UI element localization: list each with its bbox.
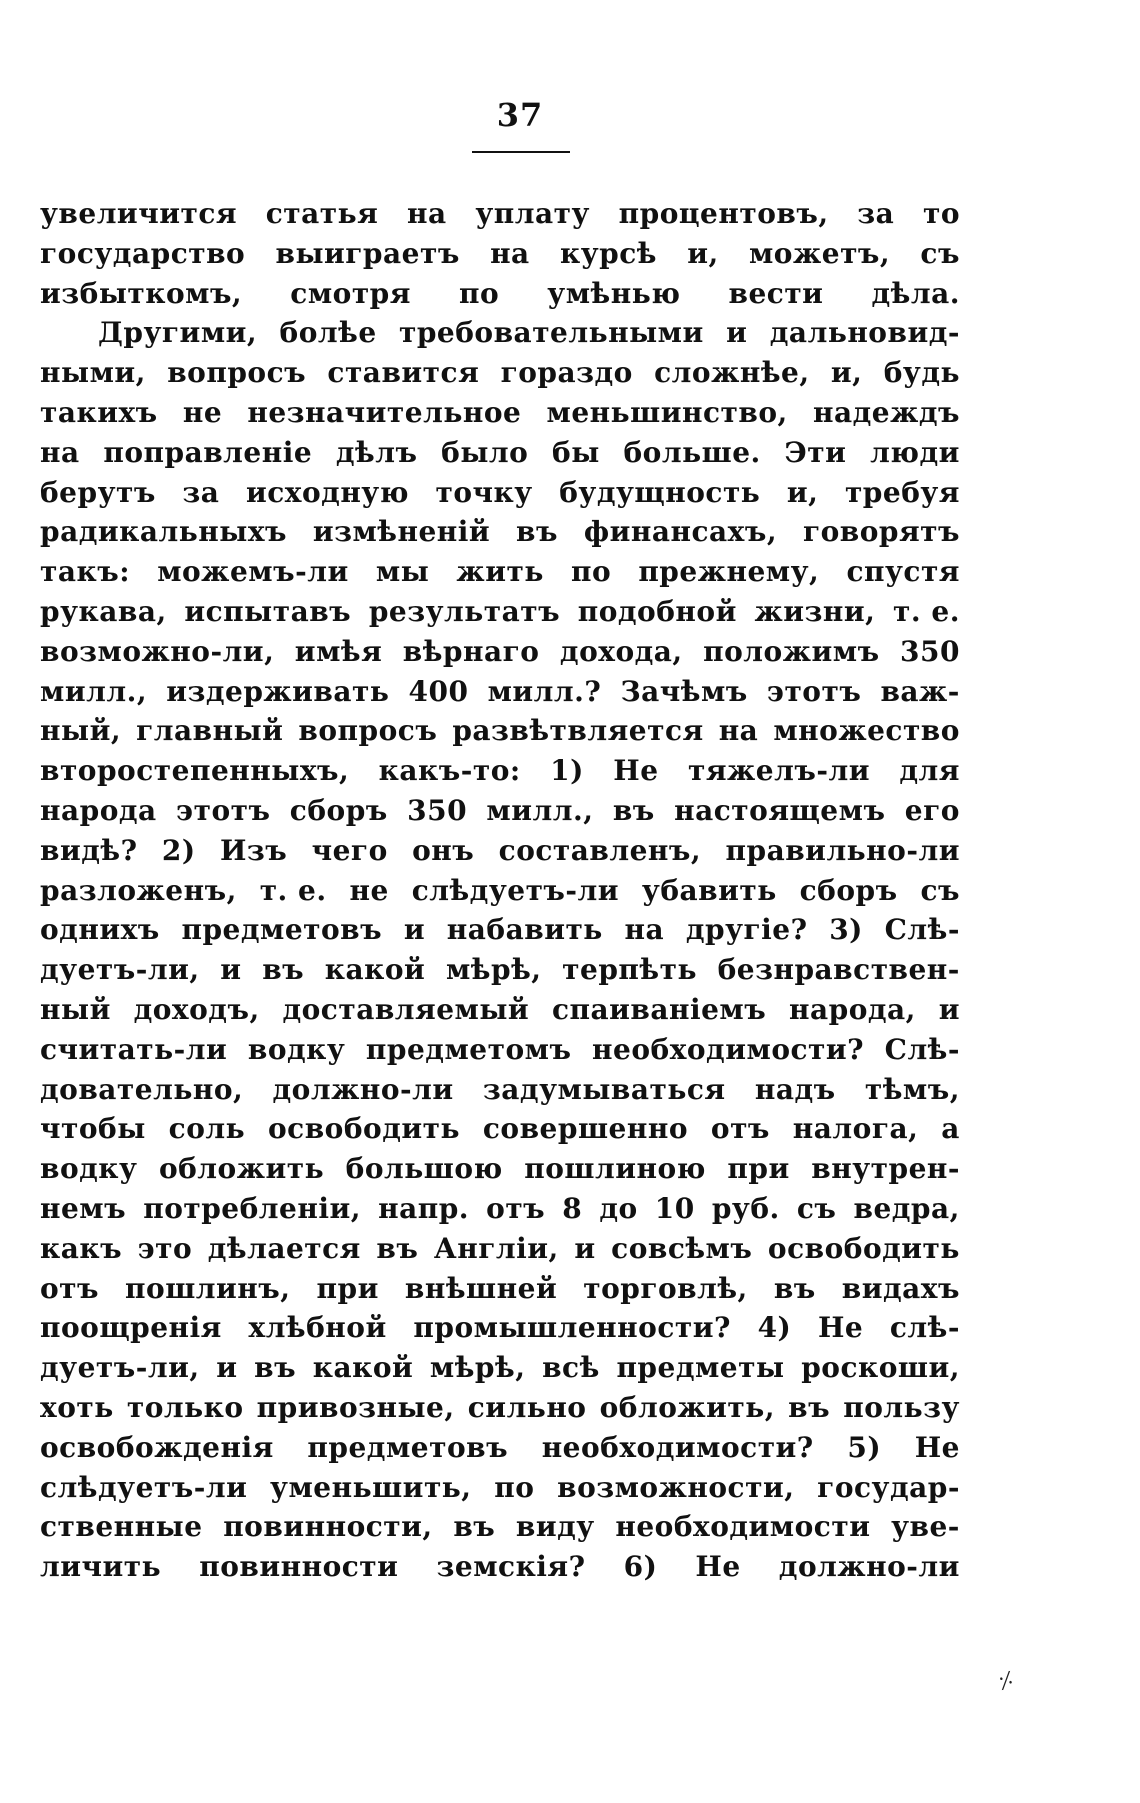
word: безнравствен-	[717, 953, 960, 987]
word: видѣ?	[40, 833, 138, 867]
word: ный	[40, 992, 111, 1026]
word: 400	[408, 674, 469, 708]
word: внѣшней	[404, 1271, 558, 1305]
word: и,	[830, 356, 863, 390]
text-line	[40, 237, 960, 277]
text-line	[40, 1152, 960, 1192]
word: ственные	[40, 1510, 203, 1544]
word: ведра,	[853, 1191, 960, 1225]
word: это	[137, 1231, 193, 1265]
word: его	[904, 793, 960, 827]
word: имѣя	[294, 634, 383, 668]
word: требовательными	[399, 316, 704, 350]
word: въ	[788, 1390, 831, 1424]
word: 5)	[847, 1430, 882, 1464]
word: сильно	[467, 1390, 587, 1424]
word: спустя	[846, 555, 960, 589]
word: внутрен-	[811, 1152, 960, 1186]
word: повинности	[199, 1550, 399, 1584]
word: при	[316, 1271, 379, 1305]
word: издерживать	[166, 674, 390, 708]
word: Англіи,	[433, 1231, 559, 1265]
word: 3)	[829, 913, 863, 947]
text-line	[40, 794, 960, 834]
word: необходимости	[615, 1510, 871, 1544]
word: Не	[613, 754, 659, 788]
word: умѣнью	[547, 276, 681, 310]
word: дѣлается	[207, 1231, 361, 1265]
word: настоящемъ	[674, 793, 886, 827]
word: сборъ	[289, 793, 388, 827]
word: предметы	[616, 1351, 785, 1385]
word: т. е.	[259, 873, 327, 907]
word: процентовъ,	[618, 197, 829, 230]
word: предметомъ	[365, 1032, 572, 1066]
word: съ	[796, 1191, 837, 1225]
word: водку	[40, 1152, 138, 1186]
word: роскоши,	[801, 1351, 960, 1385]
word: промышленности?	[413, 1311, 731, 1345]
word: ный,	[40, 714, 122, 748]
word: для	[899, 754, 960, 788]
text-line	[40, 1471, 960, 1511]
word: отъ	[710, 1112, 770, 1146]
word: пошлинъ,	[125, 1271, 291, 1305]
word: а	[941, 1112, 960, 1146]
text-line	[40, 953, 960, 993]
word: не	[182, 395, 223, 429]
word: отъ	[40, 1271, 100, 1305]
word: измѣненій	[312, 515, 491, 549]
word: Не	[817, 1311, 864, 1345]
word: дѣла.	[871, 276, 960, 310]
word: какой	[324, 953, 426, 987]
word: набавить	[446, 913, 603, 947]
word: говорятъ	[802, 515, 960, 549]
word: убавить	[641, 873, 777, 907]
word: точку	[435, 475, 533, 509]
word: дуетъ-ли,	[40, 953, 200, 987]
word: то	[922, 197, 960, 230]
word: и	[726, 316, 748, 350]
word: гораздо	[500, 356, 633, 390]
text-line	[40, 1112, 960, 1152]
word: въ	[453, 1510, 496, 1544]
word: смотря	[290, 276, 411, 310]
word: этотъ	[176, 793, 271, 827]
word: должно-ли	[778, 1550, 960, 1584]
word: пошлиною	[524, 1152, 706, 1186]
word: руб.	[711, 1191, 780, 1225]
word: совершенно	[482, 1112, 689, 1146]
word: и	[220, 953, 242, 987]
word: прежнему,	[638, 555, 820, 589]
word: такихъ	[40, 395, 158, 429]
word: поправленіе	[103, 435, 313, 469]
word: какъ	[40, 1231, 123, 1265]
text-line	[40, 1510, 960, 1550]
word: съ	[920, 873, 960, 907]
word: въ	[254, 1351, 297, 1385]
word: обложить	[158, 1152, 325, 1186]
word: доходъ,	[133, 992, 260, 1026]
page-number: 37	[496, 96, 544, 134]
word: берутъ	[40, 475, 156, 509]
word: подобной	[577, 594, 737, 628]
word: курсѣ	[559, 236, 657, 270]
word: какъ-то:	[378, 754, 521, 788]
text-line	[40, 476, 960, 516]
word: торговлѣ,	[583, 1271, 748, 1305]
word: Изъ	[219, 833, 288, 867]
word: въ	[516, 515, 558, 549]
word: до	[599, 1191, 638, 1225]
word: мѣрѣ,	[429, 1351, 526, 1385]
word: выиграетъ	[275, 236, 460, 270]
word: по	[494, 1470, 535, 1504]
word: пользу	[843, 1390, 960, 1424]
word: за	[182, 475, 220, 509]
word: однихъ	[40, 913, 160, 947]
word: на	[407, 197, 447, 230]
word: дальновид-	[769, 316, 960, 350]
word: предметовъ	[181, 913, 383, 947]
text-line	[40, 1391, 960, 1431]
word: разложенъ,	[40, 873, 237, 907]
word: привозные,	[256, 1390, 455, 1424]
word: 4)	[757, 1311, 792, 1345]
word: 8	[562, 1191, 583, 1225]
word: болѣе	[279, 316, 377, 350]
word: потребленіи,	[143, 1191, 361, 1225]
word: 350	[900, 634, 960, 668]
word: по	[570, 555, 612, 589]
word: важ-	[880, 674, 960, 708]
word: вести	[728, 276, 824, 310]
word: положимъ	[703, 634, 880, 668]
word: будь	[883, 356, 960, 390]
word: задумываться	[482, 1072, 726, 1106]
word: государство	[40, 236, 246, 270]
word: надеждъ	[812, 395, 960, 429]
word: другіе?	[685, 913, 808, 947]
word: надъ	[754, 1072, 836, 1106]
word: видахъ	[841, 1271, 960, 1305]
word: доставляемый	[282, 992, 530, 1026]
word: и	[403, 913, 426, 947]
word: дуетъ-ли,	[40, 1351, 200, 1385]
word: на	[624, 913, 665, 947]
word: необходимости?	[592, 1032, 865, 1066]
text-line	[40, 1431, 960, 1471]
word: уплату	[475, 197, 590, 230]
word: терпѣть	[562, 953, 697, 987]
word: составленъ,	[498, 833, 702, 867]
word: милл.,	[486, 793, 594, 827]
word: хоть	[40, 1390, 114, 1424]
word: этотъ	[766, 674, 862, 708]
word: сложнѣе,	[654, 356, 810, 390]
word: ставится	[327, 356, 480, 390]
word: личить	[40, 1550, 162, 1584]
word: мы	[375, 555, 430, 589]
word: исходную	[245, 475, 409, 509]
word: больше.	[623, 435, 761, 469]
word: и	[216, 1351, 238, 1385]
word: главный	[136, 714, 284, 748]
word: такъ:	[40, 555, 131, 589]
word: и,	[786, 475, 819, 509]
word: напр.	[378, 1191, 470, 1225]
text-line	[40, 396, 960, 436]
word: слѣдуетъ-ли	[40, 1470, 248, 1504]
word: увеличится	[40, 197, 238, 230]
word: возможности,	[557, 1470, 795, 1504]
word: испытавъ	[184, 594, 352, 628]
word: хлѣбной	[248, 1311, 387, 1345]
word: 10	[654, 1191, 695, 1225]
word: уменьшить,	[270, 1470, 472, 1504]
word: при	[727, 1152, 790, 1186]
text-line	[40, 316, 960, 356]
word: т. е.	[893, 594, 960, 628]
word: государ-	[817, 1470, 960, 1504]
word: отъ	[486, 1191, 546, 1225]
text-line	[40, 635, 960, 675]
word: Слѣ-	[884, 913, 960, 947]
word: народа,	[788, 992, 916, 1026]
word: 2)	[161, 833, 196, 867]
word: люди	[870, 435, 960, 469]
word: дѣлъ	[335, 435, 418, 469]
word: Зачѣмъ	[620, 674, 748, 708]
word: не	[349, 873, 389, 907]
text-line	[40, 1272, 960, 1312]
word: меньшинство,	[546, 395, 788, 429]
text-line	[40, 834, 960, 874]
word: соль	[168, 1112, 246, 1146]
text-line	[40, 1351, 960, 1391]
text-line	[40, 1232, 960, 1272]
text-line	[40, 1311, 960, 1351]
word: налога,	[792, 1112, 919, 1146]
word: ными,	[40, 356, 146, 390]
word: въ	[262, 953, 305, 987]
word: второстепенныхъ,	[40, 754, 350, 788]
text-line	[40, 1550, 960, 1590]
text-line	[40, 874, 960, 914]
word: 1)	[550, 754, 584, 788]
word: освободить	[767, 1231, 960, 1265]
word: милл.?	[487, 674, 602, 708]
word: немъ	[40, 1191, 127, 1225]
word: бы	[552, 435, 600, 469]
word: за	[857, 197, 895, 230]
word: вопросъ	[167, 356, 307, 390]
word: предметовъ	[307, 1430, 509, 1464]
word: онъ	[412, 833, 475, 867]
word: дохода,	[559, 634, 683, 668]
word: всѣ	[542, 1351, 600, 1385]
word: только	[126, 1390, 244, 1424]
text-line	[40, 714, 960, 754]
word: статья	[265, 197, 379, 230]
word: обложить,	[599, 1390, 776, 1424]
word: съ	[920, 236, 960, 270]
word: чего	[311, 833, 388, 867]
word: Другими,	[98, 316, 258, 350]
text-line	[40, 277, 960, 317]
text-line	[40, 913, 960, 953]
word: повинности,	[223, 1510, 433, 1544]
word: Слѣ-	[884, 1032, 960, 1066]
word: рукава,	[40, 594, 167, 628]
word: 6)	[623, 1550, 658, 1584]
word: радикальныхъ	[40, 515, 287, 549]
word: вопросъ	[298, 714, 438, 748]
body-text	[40, 197, 960, 1590]
word: можетъ,	[748, 236, 891, 270]
text-line	[40, 1033, 960, 1073]
word: какой	[312, 1351, 414, 1385]
word: сборъ	[799, 873, 898, 907]
word: въ	[376, 1231, 419, 1265]
word: земскія?	[436, 1550, 586, 1584]
word: считать-ли	[40, 1032, 228, 1066]
word: развѣтвляется	[452, 714, 704, 748]
word: довательно,	[40, 1072, 244, 1106]
word: и,	[687, 236, 719, 270]
text-line	[40, 1192, 960, 1232]
word: Не	[914, 1430, 960, 1464]
word: на	[40, 435, 80, 469]
word: по	[459, 276, 500, 310]
text-line	[40, 675, 960, 715]
text-line	[40, 197, 960, 237]
word: совсѣмъ	[611, 1231, 753, 1265]
word: милл.,	[40, 674, 148, 708]
word: слѣ-	[889, 1311, 960, 1345]
text-line	[40, 1073, 960, 1113]
word: результатъ	[368, 594, 561, 628]
margin-mark: ⸓	[995, 1665, 1017, 1697]
text-line	[40, 515, 960, 555]
word: на	[490, 236, 530, 270]
word: необходимости?	[541, 1430, 814, 1464]
word: большою	[345, 1152, 503, 1186]
word: и	[574, 1231, 596, 1265]
word: мѣрѣ,	[445, 953, 542, 987]
word: возможно-ли,	[40, 634, 275, 668]
word: чтобы	[40, 1112, 146, 1146]
word: поощренія	[40, 1311, 222, 1345]
word: незначительное	[247, 395, 522, 429]
word: жизни,	[754, 594, 876, 628]
word: было	[441, 435, 529, 469]
word: въ	[612, 793, 655, 827]
word: жить	[456, 555, 544, 589]
word: освободить	[268, 1112, 460, 1146]
word: 350	[407, 793, 468, 827]
word: правильно-ли	[725, 833, 960, 867]
word: виду	[515, 1510, 595, 1544]
word: финансахъ,	[583, 515, 778, 549]
word: должно-ли	[272, 1072, 454, 1106]
text-line	[40, 356, 960, 396]
word: освобожденія	[40, 1430, 274, 1464]
word: тѣмъ,	[864, 1072, 960, 1106]
word: множество	[773, 714, 960, 748]
word: въ	[773, 1271, 816, 1305]
word: и	[938, 992, 960, 1026]
word: народа	[40, 793, 157, 827]
word: требуя	[844, 475, 960, 509]
word: спаиваніемъ	[551, 992, 767, 1026]
page-number-rule	[472, 151, 570, 153]
word: водку	[247, 1032, 346, 1066]
word: уве-	[891, 1510, 960, 1544]
text-line	[40, 436, 960, 476]
word: можемъ-ли	[157, 555, 349, 589]
text-line	[40, 555, 960, 595]
word: тяжелъ-ли	[687, 754, 870, 788]
word: слѣдуетъ-ли	[411, 873, 620, 907]
text-line	[40, 754, 960, 794]
text-line	[40, 993, 960, 1033]
word: Эти	[784, 435, 847, 469]
text-line	[40, 595, 960, 635]
word: будущность	[559, 475, 761, 509]
word: избыткомъ,	[40, 276, 243, 310]
word: Не	[695, 1550, 741, 1584]
word: вѣрнаго	[402, 634, 540, 668]
word: на	[718, 714, 759, 748]
